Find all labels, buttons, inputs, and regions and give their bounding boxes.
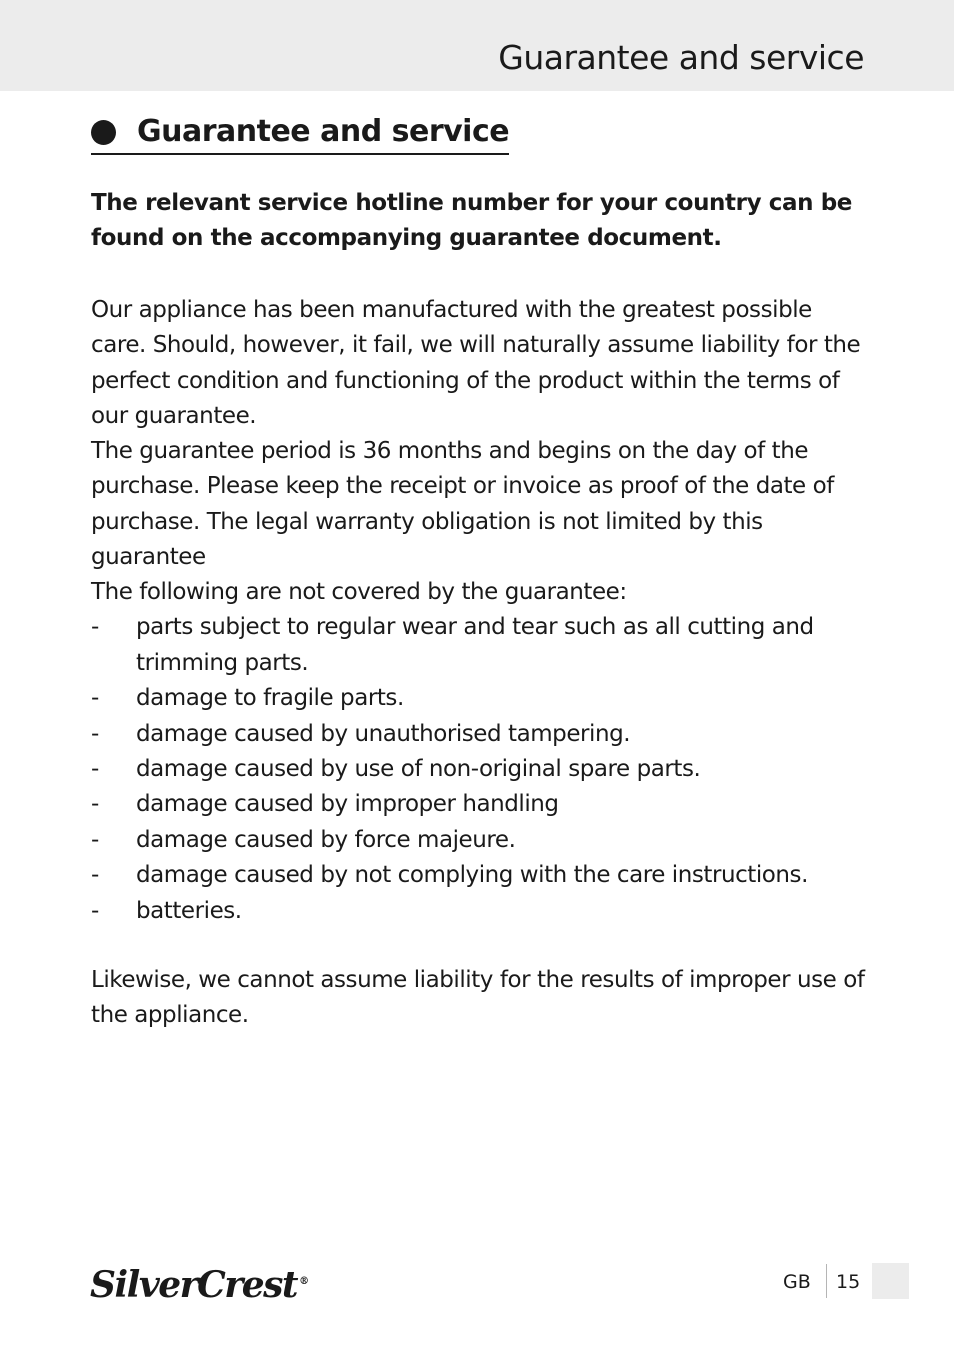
list-item [91,752,871,787]
dash-bullet: - [91,791,99,818]
list-item-text: damage caused by use of non-original spare parts. [136,756,701,783]
dash-bullet: - [91,720,99,747]
list-item [91,787,871,822]
paragraph-liability: Likewise, we cannot assume liability for the results of improper use of the appliance. [91,967,865,1029]
dash-bullet: - [91,685,99,712]
page-tab-marker [872,1263,909,1299]
brand-name: SilverCrest [90,1264,298,1306]
list-item [91,894,871,929]
list-item-text: damage caused by improper handling [136,791,559,818]
dash-bullet: - [91,614,99,641]
paragraph-manufacturing-care: Our appliance has been manufactured with the greatest possible care. Should, however, it fail, we will naturally assume liability for the perfect condition and functioning of the product within the terms of our guarantee. [91,297,861,430]
language-code: GB [783,1271,811,1293]
list-item-text: damage caused by force majeure. [136,826,516,853]
footer-divider [826,1264,827,1298]
header-band [0,0,954,91]
paragraph-guarantee-period: The guarantee period is 36 months and begins on the day of the purchase. Please keep the receipt or invoice as proof of the date of purchase. The legal warranty obligation is not limited by this guarantee [91,438,834,571]
list-item [91,610,871,681]
running-header-title: Guarantee and service [498,38,864,77]
exclusions-intro: The following are not covered by the guarantee: [91,579,627,605]
list-item [91,717,871,752]
exclusions-list [91,610,871,929]
section-heading-text: Guarantee and service [137,114,510,149]
list-item [91,681,871,716]
section-heading [91,112,509,155]
brand-logo [90,1260,309,1307]
page-number: 15 [836,1271,861,1293]
list-item-text: damage to fragile parts. [136,685,404,712]
exclusions-block [91,575,871,929]
registered-mark: ® [299,1276,310,1287]
list-item-text: parts subject to regular wear and tear such as all cutting and trimming parts. [136,614,814,676]
dash-bullet: - [91,862,99,889]
list-item-text: batteries. [136,897,242,924]
list-item-text: damage caused by unauthorised tampering. [136,720,631,747]
list-item [91,858,871,893]
dash-bullet: - [91,756,99,783]
hotline-notice: The relevant service hotline number for your country can be found on the accompanying guarantee document. [91,190,852,252]
dash-bullet: - [91,897,99,924]
list-item [91,823,871,858]
list-item-text: damage caused by not complying with the care instructions. [136,862,808,889]
dash-bullet: - [91,826,99,853]
bullet-dot-icon [91,120,116,145]
